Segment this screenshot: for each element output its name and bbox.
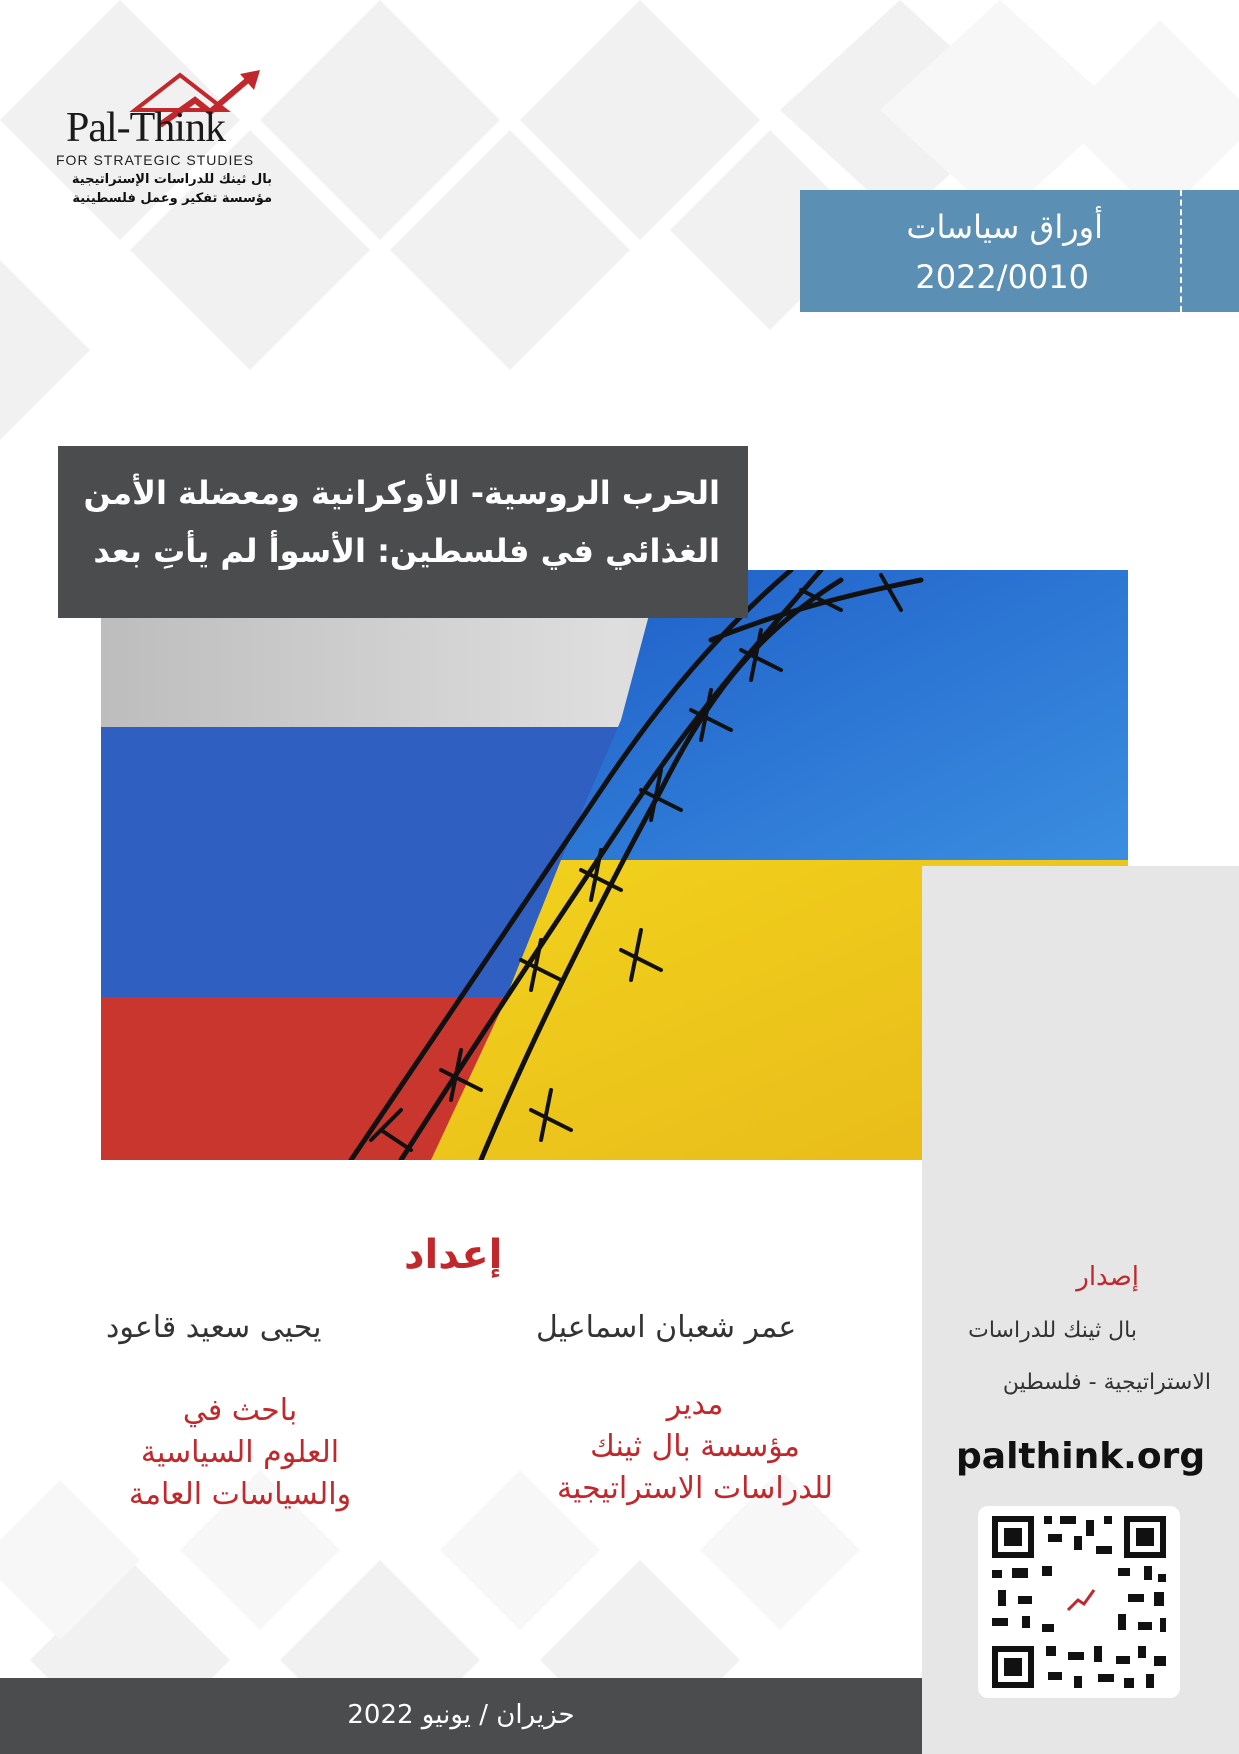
author-2-role [90,1390,390,1516]
author-1-role-line2: مؤسسة بال ثينك [590,1429,800,1464]
footer-bar [0,1678,922,1754]
publisher-panel [922,866,1239,1754]
logo-arabic-line1: بال ثينك للدراسات الإستراتيجية [71,172,272,187]
title-line2: الغذائي في فلسطين: الأسوأ لم يأتِ بعد [93,532,720,570]
author-1-name: عمر شعبان اسماعيل [536,1310,797,1345]
qr-code-icon [978,1506,1180,1698]
publisher-heading: إصدار [1076,1262,1139,1292]
author-1-role [520,1384,870,1510]
author-2-role-line3: والسياسات العامة [128,1477,352,1512]
palthink-logo [40,70,280,220]
series-label: أوراق سياسات [906,208,1103,246]
logo-tagline: FOR STRATEGIC STUDIES [56,152,255,168]
author-1-role-line3: للدراسات الاستراتيجية [556,1471,834,1506]
author-1-role-line1: مدير [666,1387,724,1422]
publisher-line1: بال ثينك للدراسات [968,1318,1137,1343]
website-link[interactable]: palthink.org [956,1436,1206,1477]
author-2-name: يحيى سعيد قاعود [106,1310,322,1345]
author-2-role-line2: العلوم السياسية [140,1435,340,1470]
qr-code[interactable] [978,1506,1180,1698]
series-label-box [800,190,1239,312]
title-box [58,446,748,618]
author-2-role-line1: باحث في [182,1393,298,1428]
title-line1: الحرب الروسية- الأوكرانية ومعضلة الأمن [83,474,720,512]
logo-arabic-line2: مؤسسة تفكير وعمل فلسطينية [72,191,272,206]
series-divider [1180,190,1182,312]
publication-date: حزيران / يونيو 2022 [347,1700,575,1730]
logo-name: Pal-Think [66,105,225,151]
series-number: 2022/0010 [915,258,1089,296]
prepared-by-heading: إعداد [404,1232,503,1278]
publisher-line2: الاستراتيجية - فلسطين [1002,1370,1211,1395]
